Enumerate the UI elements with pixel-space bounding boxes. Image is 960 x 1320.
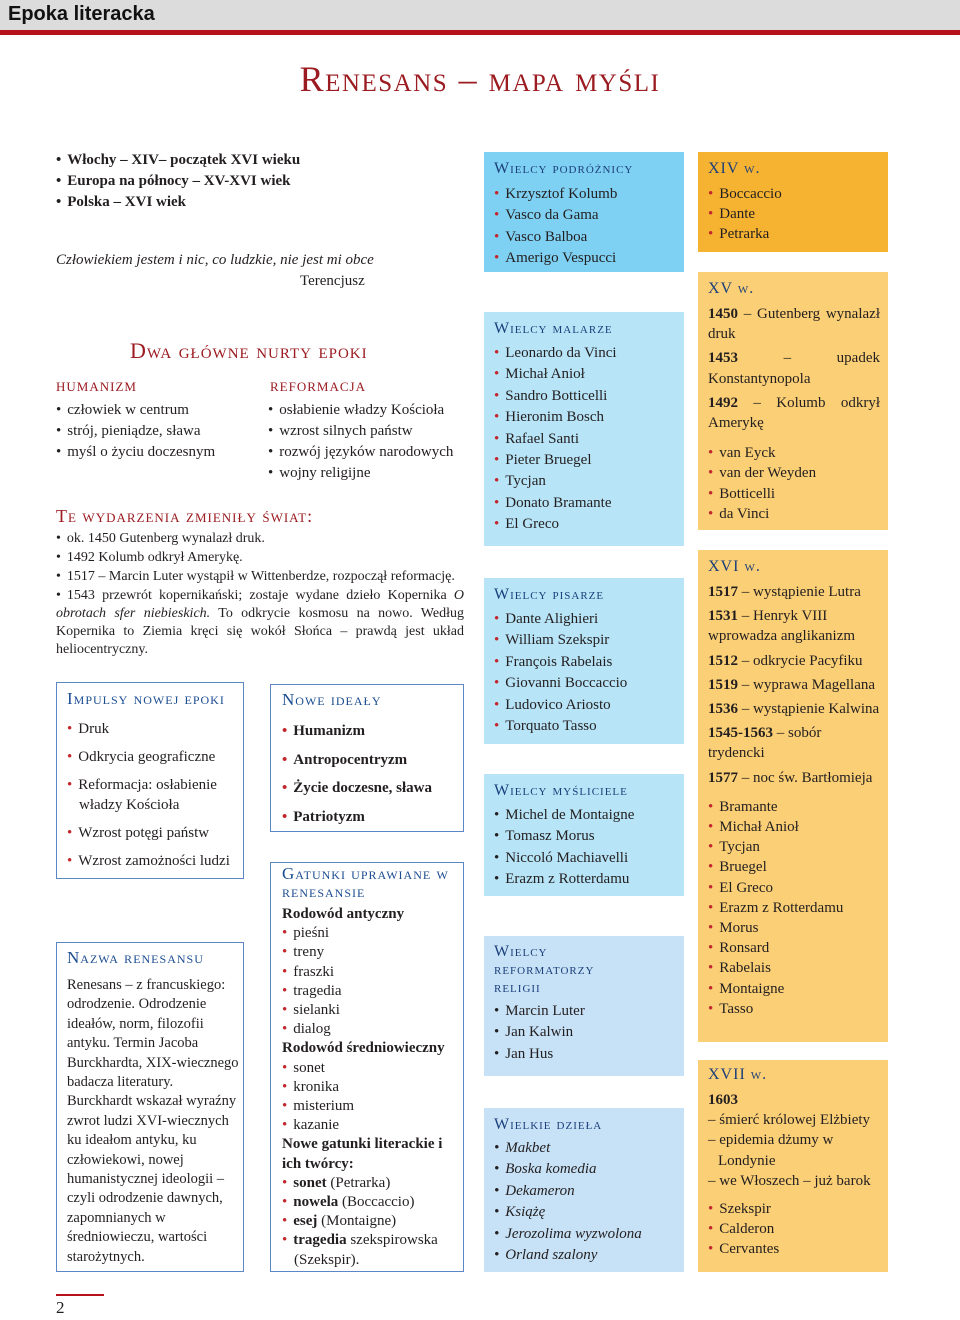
- event-item: • 1543 przewrót kopernikański; zostaje wydane dzieło Kopernika O obrotach sfer niebieskich. To odkrycie kosmosu na nowo. Według Kopernika to Ziemia kręci się wokół Słońca – prawdą jest układ heliocentryczny.: [56, 587, 464, 659]
- list-item: • Odkrycia geograficzne: [67, 747, 239, 767]
- list-item: • van der Weyden: [708, 463, 880, 483]
- list-item: • Boska komedia: [494, 1159, 642, 1180]
- list-item: • Michał Anioł: [708, 817, 880, 837]
- genres-box: [270, 862, 464, 1272]
- list-item: • Szekspir: [708, 1199, 882, 1219]
- list-item: • sonet: [282, 1059, 464, 1078]
- ancient-title: Rodowód antyczny: [282, 906, 405, 922]
- list-item: • Michel de Montaigne: [494, 805, 634, 826]
- list-item: • Jan Hus: [494, 1044, 585, 1065]
- list-item: • tragedia: [282, 982, 464, 1001]
- event-item: – we Włoszech – już barok: [708, 1172, 871, 1189]
- list-item: • Tasso: [708, 999, 880, 1019]
- list-item: • Leonardo da Vinci: [494, 343, 617, 364]
- list-item: • dialog: [282, 1020, 464, 1039]
- list-item: • Ludovico Ariosto: [494, 695, 627, 716]
- list-item: • Donato Bramante: [494, 493, 617, 514]
- list-item: • tragedia szekspirowska (Szekspir).: [282, 1231, 464, 1269]
- humanism-title: humanizm: [56, 375, 137, 395]
- c17-year: 1603: [708, 1092, 738, 1108]
- list-item: • Reformacja: osłabienie władzy Kościoła: [67, 775, 239, 815]
- list-item: • rozwój języków narodowych: [268, 442, 453, 463]
- event-item: 1517 – wystąpienie Lutra: [708, 584, 861, 600]
- list-item: • Orland szalony: [494, 1245, 642, 1266]
- list-item: • El Greco: [494, 514, 617, 535]
- reformation-list: [268, 400, 453, 484]
- list-item: • Morus: [708, 918, 880, 938]
- list-item: • Wzrost zamożności ludzi: [67, 851, 239, 871]
- list-item: • Hieronim Bosch: [494, 407, 617, 428]
- event-item: • ok. 1450 Gutenberg wynalazł druk.: [56, 530, 464, 548]
- list-item: • Europa na północy – XV-XVI wiek: [56, 171, 300, 192]
- list-item: • Jan Kalwin: [494, 1022, 585, 1043]
- list-item: • sonet (Petrarka): [282, 1174, 464, 1193]
- list-item: • Vasco da Gama: [494, 205, 617, 226]
- page-number: 2: [56, 1298, 65, 1317]
- list-item: • Druk: [67, 719, 239, 739]
- impulses-title: Impulsy nowej epoki: [67, 689, 225, 708]
- list-item: • Tycjan: [708, 837, 880, 857]
- list-item: • Botticelli: [708, 484, 880, 504]
- list-item: • strój, pieniądze, sława: [56, 421, 215, 442]
- c14-box: [698, 152, 888, 252]
- list-item: • Tycjan: [494, 471, 617, 492]
- list-item: • Krzysztof Kolumb: [494, 184, 617, 205]
- reformation-title: reformacja: [270, 375, 366, 395]
- list-item: • Dante: [708, 204, 782, 224]
- name-body: Renesans – z francuskiego: odrodzenie. Odrodzenie ideałów, norm, filozofii antyku. Termin Jacoba Burckhardta, XIX-wiecznego badacza literatury. Burckhardt wskazał wyraźny zwrot ludzi XVI-wiecznych ku ideałom antyku, ku człowiekowi, nowej humanistycznej ideologii – czyli odrodzenie dawnych, zapomnianych w średniowieczu, wartości starożytnych.: [67, 977, 239, 1265]
- list-item: • Humanizm: [282, 721, 432, 741]
- works-title: Wielkie dzieła: [494, 1116, 603, 1133]
- event-item: – śmierć królowej Elżbiety: [708, 1112, 871, 1129]
- c17-box: [698, 1060, 888, 1272]
- list-item: • Rafael Santi: [494, 429, 617, 450]
- list-item: • Rabelais: [708, 958, 880, 978]
- impulses-box: [56, 682, 244, 879]
- c16-title: XVI w.: [708, 558, 761, 575]
- list-item: • Niccoló Machiavelli: [494, 848, 634, 869]
- list-item: • van Eyck: [708, 443, 880, 463]
- list-item: • Książę: [494, 1202, 642, 1223]
- c15-box: [698, 272, 888, 530]
- list-item: • Dante Alighieri: [494, 609, 627, 630]
- name-box: [56, 942, 244, 1272]
- genres-body: [282, 905, 464, 1270]
- list-item: • Makbet: [494, 1138, 642, 1159]
- list-item: • Wzrost potęgi państw: [67, 823, 239, 843]
- travelers-box: [484, 152, 684, 272]
- page-number-rule: [56, 1294, 104, 1296]
- new-genres-title: Nowe gatunki literackie i ich twórcy:: [282, 1136, 443, 1172]
- list-item: • Antropocentryzm: [282, 750, 432, 770]
- list-item: • kazanie: [282, 1116, 464, 1135]
- list-item: • misterium: [282, 1097, 464, 1116]
- list-item: • Cervantes: [708, 1239, 882, 1259]
- travelers-title: Wielcy podróżnicy: [494, 160, 634, 177]
- c14-title: XIV w.: [708, 160, 761, 177]
- list-item: • François Rabelais: [494, 652, 627, 673]
- list-item: • Patriotyzm: [282, 807, 432, 827]
- reformers-title: Wielcy reformatorzy religii: [494, 943, 595, 996]
- event-item: 1577 – noc św. Bartłomieja: [708, 769, 873, 786]
- page-title: Renesans – mapa myśli: [299, 59, 661, 99]
- header-title: Epoka literacka: [8, 3, 155, 25]
- list-item: • wzrost silnych państw: [268, 421, 453, 442]
- event-item: 1492 – Kolumb odkrył Amerykę: [708, 394, 880, 432]
- currents-title: Dwa główne nurty epoki: [130, 338, 368, 363]
- list-item: • esej (Montaigne): [282, 1212, 464, 1231]
- list-item: • Marcin Luter: [494, 1001, 585, 1022]
- list-item: • nowela (Boccaccio): [282, 1193, 464, 1212]
- list-item: • Torquato Tasso: [494, 716, 627, 737]
- list-item: • Erazm z Rotterdamu: [494, 869, 634, 890]
- c17-title: XVII w.: [708, 1066, 768, 1083]
- humanism-list: [56, 400, 215, 463]
- event-item: 1531 – Henryk VIII wprowadza anglikanizm: [708, 608, 856, 645]
- event-item: 1519 – wyprawa Magellana: [708, 676, 876, 693]
- list-item: • Polska – XVI wiek: [56, 192, 300, 213]
- genres-title: Gatunki uprawiane w renesansie: [282, 864, 449, 901]
- list-item: • treny: [282, 943, 464, 962]
- list-item: • Erazm z Rotterdamu: [708, 898, 880, 918]
- painters-title: Wielcy malarze: [494, 320, 613, 337]
- events-title: Te wydarzenia zmieniły świat:: [56, 506, 314, 526]
- event-item: 1545-1563 – sobór trydencki: [708, 725, 822, 762]
- thinkers-title: Wielcy myśliciele: [494, 782, 628, 799]
- list-item: • Ronsard: [708, 938, 880, 958]
- list-item: • Amerigo Vespucci: [494, 248, 617, 269]
- painters-box: [484, 312, 684, 546]
- event-item: – epidemia dżumy w Londynie: [708, 1132, 834, 1169]
- event-item: • 1492 Kolumb odkrył Amerykę.: [56, 549, 464, 567]
- list-item: • Tomasz Morus: [494, 826, 634, 847]
- event-item: 1512 – odkrycie Pacyfiku: [708, 652, 863, 669]
- list-item: • Calderon: [708, 1219, 882, 1239]
- medieval-title: Rodowód średniowieczny: [282, 1040, 445, 1057]
- thinkers-box: [484, 774, 684, 896]
- ideals-box: [270, 684, 464, 832]
- event-item: 1450 – Gutenberg wynalazł druk: [708, 306, 880, 343]
- list-item: • Włochy – XIV– początek XVI wieku: [56, 150, 300, 171]
- header-rule: [0, 30, 960, 35]
- list-item: • sielanki: [282, 1001, 464, 1020]
- list-item: • Bruegel: [708, 857, 880, 877]
- list-item: • Życie doczesne, sława: [282, 778, 432, 798]
- quote-author: Terencjusz: [300, 273, 365, 289]
- event-item: • 1517 – Marcin Luter wystąpił w Wittenberdze, rozpoczął reformację.: [56, 568, 464, 586]
- writers-title: Wielcy pisarze: [494, 586, 605, 603]
- list-item: • El Greco: [708, 878, 880, 898]
- places-list: [56, 150, 300, 213]
- list-item: • fraszki: [282, 963, 464, 982]
- list-item: • Michał Anioł: [494, 364, 617, 385]
- list-item: • osłabienie władzy Kościoła: [268, 400, 453, 421]
- list-item: • myśl o życiu doczesnym: [56, 442, 215, 463]
- events-list: [56, 530, 464, 660]
- reformers-box: [484, 936, 684, 1076]
- c16-box: [698, 550, 888, 1042]
- list-item: • Petrarka: [708, 224, 782, 244]
- list-item: • Sandro Botticelli: [494, 386, 617, 407]
- list-item: • człowiek w centrum: [56, 400, 215, 421]
- list-item: • wojny religijne: [268, 463, 453, 484]
- list-item: • Pieter Bruegel: [494, 450, 617, 471]
- list-item: • Boccaccio: [708, 184, 782, 204]
- list-item: • Dekameron: [494, 1181, 642, 1202]
- name-title: Nazwa renesansu: [67, 948, 204, 967]
- list-item: • pieśni: [282, 924, 464, 943]
- list-item: • Giovanni Boccaccio: [494, 673, 627, 694]
- list-item: • kronika: [282, 1078, 464, 1097]
- ideals-title: Nowe ideały: [282, 690, 382, 709]
- works-box: [484, 1108, 684, 1272]
- event-item: 1536 – wystąpienie Kalwina: [708, 701, 880, 718]
- list-item: • Montaigne: [708, 979, 880, 999]
- list-item: • Vasco Balboa: [494, 227, 617, 248]
- quote: Człowiekiem jestem i nic, co ludzkie, nie jest mi obce: [56, 252, 374, 268]
- list-item: • Bramante: [708, 797, 880, 817]
- list-item: • Jerozolima wyzwolona: [494, 1224, 642, 1245]
- c15-title: XV w.: [708, 280, 755, 297]
- event-item: 1453 – upadek Konstantynopola: [708, 350, 880, 387]
- list-item: • da Vinci: [708, 504, 880, 524]
- writers-box: [484, 578, 684, 744]
- list-item: • William Szekspir: [494, 630, 627, 651]
